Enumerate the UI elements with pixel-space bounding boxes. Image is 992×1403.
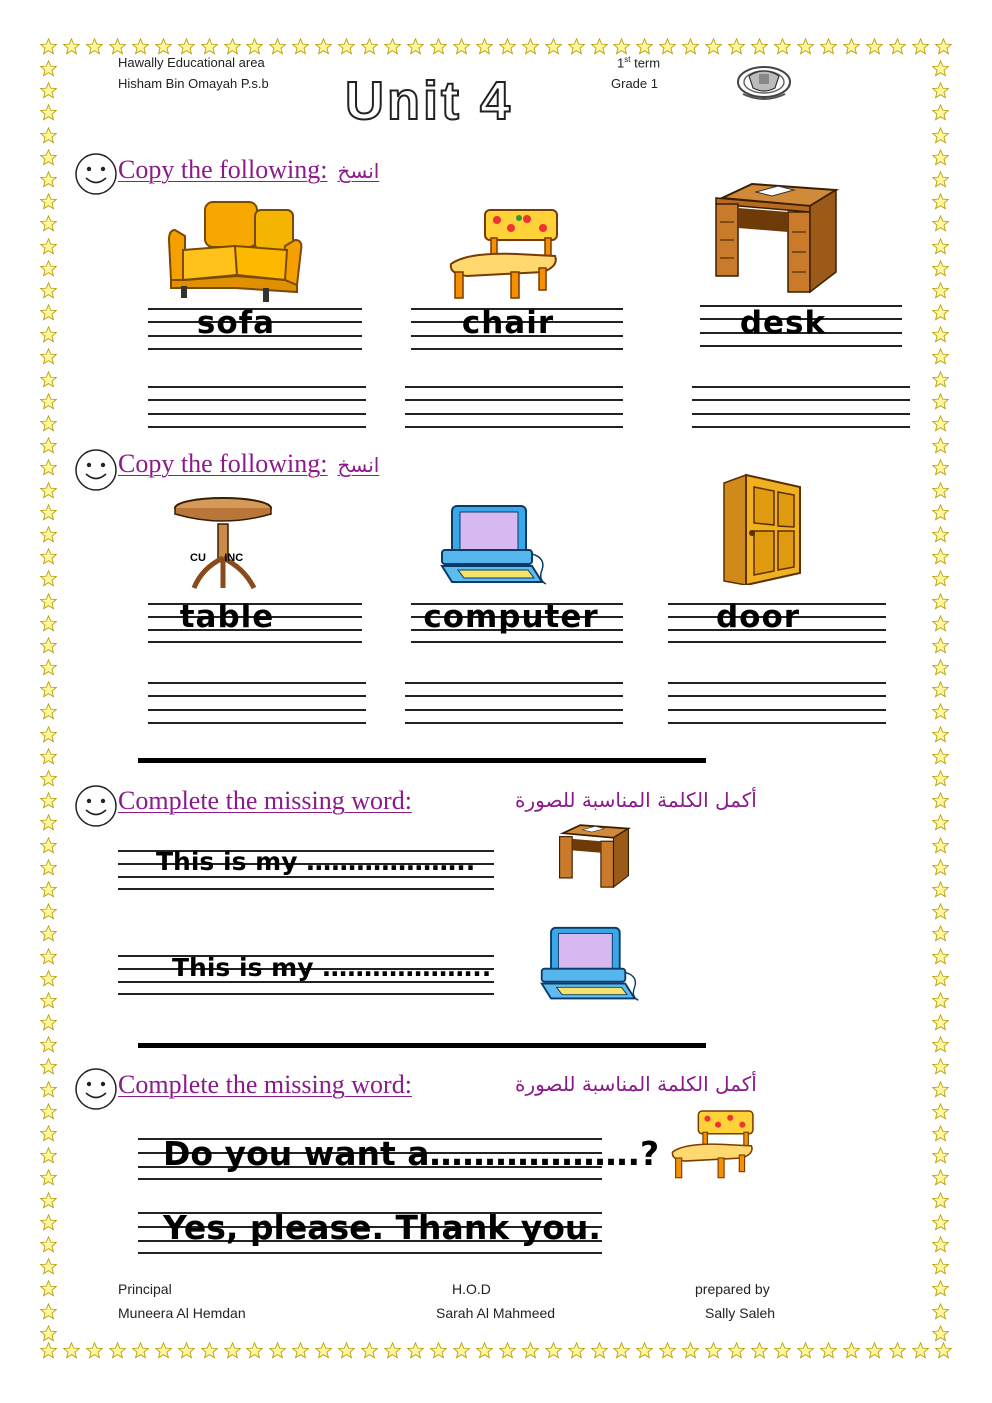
star-icon	[224, 1342, 241, 1359]
star-icon	[932, 526, 949, 543]
star-icon	[499, 38, 516, 55]
star-icon	[591, 38, 608, 55]
star-icon	[613, 38, 630, 55]
practice-lines	[405, 386, 623, 428]
star-icon	[40, 459, 57, 476]
star-icon	[932, 1325, 949, 1342]
star-icon	[40, 703, 57, 720]
star-icon	[476, 38, 493, 55]
star-icon	[545, 1342, 562, 1359]
star-icon	[453, 1342, 470, 1359]
star-icon	[269, 38, 286, 55]
star-icon	[932, 837, 949, 854]
star-icon	[109, 38, 126, 55]
star-icon	[705, 1342, 722, 1359]
star-icon	[932, 260, 949, 277]
star-icon	[932, 193, 949, 210]
star-icon	[40, 615, 57, 632]
star-icon	[843, 1342, 860, 1359]
star-icon	[932, 659, 949, 676]
star-icon	[315, 1342, 332, 1359]
star-icon	[40, 348, 57, 365]
table-icon	[172, 496, 274, 591]
star-icon	[932, 948, 949, 965]
star-icon	[728, 1342, 745, 1359]
star-icon	[40, 526, 57, 543]
star-icon	[659, 38, 676, 55]
star-icon	[820, 1342, 837, 1359]
star-icon	[866, 38, 883, 55]
star-icon	[545, 38, 562, 55]
star-icon	[932, 82, 949, 99]
star-icon	[40, 837, 57, 854]
star-icon	[292, 1342, 309, 1359]
star-icon	[932, 282, 949, 299]
star-icon	[40, 881, 57, 898]
star-icon	[932, 60, 949, 77]
star-icon	[40, 260, 57, 277]
star-icon	[774, 1342, 791, 1359]
section1-title	[118, 155, 379, 185]
section2-title	[118, 449, 379, 479]
table-picture	[172, 496, 274, 591]
star-icon	[932, 637, 949, 654]
star-icon	[935, 1342, 952, 1359]
star-icon	[476, 1342, 493, 1359]
star-icon	[932, 504, 949, 521]
star-icon	[636, 1342, 653, 1359]
star-icon	[40, 171, 57, 188]
star-icon	[201, 1342, 218, 1359]
star-icon	[246, 38, 263, 55]
star-icon	[932, 903, 949, 920]
star-icon	[751, 38, 768, 55]
star-icon	[932, 770, 949, 787]
sofa-icon	[165, 200, 305, 305]
star-icon	[613, 1342, 630, 1359]
star-icon	[932, 304, 949, 321]
star-icon	[40, 127, 57, 144]
star-icon	[568, 1342, 585, 1359]
star-icon	[705, 38, 722, 55]
star-icon	[932, 859, 949, 876]
smiley-icon	[74, 152, 118, 196]
star-icon	[932, 371, 949, 388]
word-table: table	[179, 599, 275, 635]
star-icon	[932, 326, 949, 343]
star-icon	[932, 992, 949, 1009]
star-icon	[132, 1342, 149, 1359]
star-icon	[86, 38, 103, 55]
star-icon	[932, 437, 949, 454]
star-icon	[178, 38, 195, 55]
star-icon	[40, 1236, 57, 1253]
star-icon	[932, 792, 949, 809]
star-icon	[40, 948, 57, 965]
smiley-icon	[74, 784, 118, 828]
star-icon	[40, 659, 57, 676]
star-icon	[86, 1342, 103, 1359]
term-number: 1	[617, 55, 625, 71]
star-icon	[932, 1214, 949, 1231]
star-icon	[40, 859, 57, 876]
section-divider	[138, 758, 706, 763]
star-icon	[932, 615, 949, 632]
practice-lines	[148, 386, 366, 428]
computer-icon	[535, 926, 645, 1004]
star-icon	[932, 1081, 949, 1098]
star-icon	[932, 1058, 949, 1075]
star-icon	[774, 38, 791, 55]
star-icon	[889, 1342, 906, 1359]
star-icon	[932, 215, 949, 232]
star-icon	[912, 38, 929, 55]
smiley-icon	[74, 448, 118, 492]
star-icon	[932, 393, 949, 410]
star-icon	[40, 1058, 57, 1075]
door-icon	[722, 473, 804, 585]
star-icon	[932, 104, 949, 121]
star-icon	[201, 38, 218, 55]
star-icon	[430, 38, 447, 55]
computer-icon	[438, 504, 550, 588]
star-icon	[40, 925, 57, 942]
star-icon	[932, 348, 949, 365]
star-icon	[499, 1342, 516, 1359]
table-sign-text: CU INC	[190, 552, 244, 564]
footer-prepared-label: prepared by	[695, 1281, 770, 1297]
practice-lines	[405, 682, 623, 724]
section1-arabic: انسخ	[337, 159, 380, 183]
star-icon	[40, 1125, 57, 1142]
star-icon	[40, 748, 57, 765]
footer-hod-name: Sarah Al Mahmeed	[436, 1305, 556, 1321]
star-icon	[246, 1342, 263, 1359]
star-icon	[591, 1342, 608, 1359]
star-icon	[40, 1342, 57, 1359]
star-icon	[361, 38, 378, 55]
star-icon	[40, 770, 57, 787]
star-border-left	[40, 60, 57, 1342]
star-border-bottom	[40, 1342, 952, 1359]
star-icon	[63, 38, 80, 55]
star-icon	[40, 593, 57, 610]
star-icon	[40, 1280, 57, 1297]
sentence-2: This is my ………………..	[172, 953, 492, 982]
star-icon	[40, 1303, 57, 1320]
star-icon	[315, 38, 332, 55]
section-divider	[138, 1043, 706, 1048]
section1-title-text: Copy the following:	[118, 155, 328, 184]
footer-principal-name: Muneera Al Hemdan	[118, 1305, 246, 1321]
star-icon	[63, 1342, 80, 1359]
star-icon	[522, 1342, 539, 1359]
star-icon	[932, 548, 949, 565]
header-grade: Grade 1	[611, 76, 658, 91]
star-icon	[636, 38, 653, 55]
star-icon	[932, 459, 949, 476]
star-icon	[178, 1342, 195, 1359]
section3-title: Complete the missing word:	[118, 786, 412, 815]
header-school: Hisham Bin Omayah P.s.b	[118, 76, 269, 91]
star-icon	[40, 326, 57, 343]
star-icon	[40, 82, 57, 99]
star-icon	[659, 1342, 676, 1359]
star-icon	[932, 593, 949, 610]
star-icon	[932, 171, 949, 188]
word-door: door	[715, 599, 801, 635]
star-icon	[40, 1169, 57, 1186]
term-word: term	[634, 55, 661, 71]
star-icon	[338, 1342, 355, 1359]
star-border-right	[932, 60, 949, 1342]
star-icon	[932, 726, 949, 743]
star-icon	[751, 1342, 768, 1359]
star-icon	[40, 38, 57, 55]
star-icon	[682, 1342, 699, 1359]
star-icon	[40, 1147, 57, 1164]
section3-arabic: أكمل الكلمة المناسبة للصورة	[515, 788, 757, 812]
star-icon	[932, 925, 949, 942]
star-icon	[155, 1342, 172, 1359]
star-icon	[932, 1280, 949, 1297]
star-icon	[932, 881, 949, 898]
star-icon	[932, 1036, 949, 1053]
practice-lines	[148, 682, 366, 724]
section2-title-text: Copy the following:	[118, 449, 328, 478]
star-icon	[935, 38, 952, 55]
star-icon	[40, 992, 57, 1009]
star-icon	[932, 149, 949, 166]
star-icon	[40, 1192, 57, 1209]
star-icon	[40, 1014, 57, 1031]
star-icon	[40, 1081, 57, 1098]
section2-arabic: انسخ	[337, 453, 380, 477]
star-icon	[40, 1036, 57, 1053]
star-icon	[682, 38, 699, 55]
star-icon	[40, 637, 57, 654]
star-icon	[843, 38, 860, 55]
star-icon	[932, 703, 949, 720]
star-icon	[40, 1214, 57, 1231]
practice-lines	[668, 682, 886, 724]
star-icon	[40, 415, 57, 432]
term-suffix: st	[624, 55, 631, 64]
star-icon	[269, 1342, 286, 1359]
footer-hod-label: H.O.D	[452, 1281, 491, 1297]
star-icon	[932, 1303, 949, 1320]
star-icon	[932, 127, 949, 144]
star-icon	[132, 38, 149, 55]
star-icon	[430, 1342, 447, 1359]
star-icon	[40, 60, 57, 77]
star-border-top	[40, 38, 952, 55]
star-icon	[453, 38, 470, 55]
star-icon	[155, 38, 172, 55]
word-desk: desk	[739, 305, 827, 341]
star-icon	[40, 371, 57, 388]
star-icon	[40, 814, 57, 831]
star-icon	[40, 726, 57, 743]
star-icon	[889, 38, 906, 55]
word-sofa: sofa	[196, 305, 276, 341]
practice-lines	[692, 386, 910, 428]
star-icon	[40, 1325, 57, 1342]
star-icon	[932, 1236, 949, 1253]
section4-title: Complete the missing word:	[118, 1070, 412, 1099]
star-icon	[407, 38, 424, 55]
star-icon	[40, 548, 57, 565]
footer-prepared-name: Sally Saleh	[705, 1305, 776, 1321]
chair-icon	[447, 206, 559, 301]
star-icon	[40, 282, 57, 299]
star-icon	[40, 238, 57, 255]
star-icon	[40, 970, 57, 987]
star-icon	[932, 1169, 949, 1186]
star-icon	[40, 1103, 57, 1120]
star-icon	[338, 38, 355, 55]
star-icon	[407, 1342, 424, 1359]
star-icon	[932, 1147, 949, 1164]
star-icon	[932, 1192, 949, 1209]
star-icon	[109, 1342, 126, 1359]
star-icon	[866, 1342, 883, 1359]
star-icon	[797, 1342, 814, 1359]
star-icon	[40, 681, 57, 698]
desk-icon	[552, 824, 636, 890]
star-icon	[932, 1103, 949, 1120]
star-icon	[40, 304, 57, 321]
star-icon	[292, 38, 309, 55]
star-icon	[932, 1258, 949, 1275]
star-icon	[932, 482, 949, 499]
smiley-icon	[74, 1067, 118, 1111]
star-icon	[40, 215, 57, 232]
section4-arabic: أكمل الكلمة المناسبة للصورة	[515, 1072, 757, 1096]
star-icon	[40, 104, 57, 121]
star-icon	[932, 415, 949, 432]
word-computer: computer	[423, 599, 599, 635]
sentence-4: Yes, please. Thank you.	[163, 1208, 601, 1247]
header-term	[617, 55, 660, 70]
word-chair: chair	[461, 305, 555, 341]
star-icon	[932, 681, 949, 698]
star-icon	[820, 38, 837, 55]
star-icon	[932, 238, 949, 255]
star-icon	[40, 504, 57, 521]
star-icon	[522, 38, 539, 55]
star-icon	[384, 1342, 401, 1359]
star-icon	[932, 570, 949, 587]
star-icon	[40, 570, 57, 587]
page-title: Unit 4	[345, 71, 514, 131]
sentence-3: Do you want a……………….?	[163, 1134, 660, 1173]
star-icon	[224, 38, 241, 55]
star-icon	[932, 814, 949, 831]
star-icon	[932, 1014, 949, 1031]
star-icon	[40, 792, 57, 809]
star-icon	[932, 1125, 949, 1142]
star-icon	[361, 1342, 378, 1359]
emblem-icon	[735, 64, 793, 104]
star-icon	[932, 748, 949, 765]
star-icon	[40, 903, 57, 920]
star-icon	[932, 970, 949, 987]
star-icon	[40, 437, 57, 454]
star-icon	[40, 482, 57, 499]
star-icon	[797, 38, 814, 55]
star-icon	[912, 1342, 929, 1359]
header-area: Hawally Educational area	[118, 55, 265, 70]
star-icon	[384, 38, 401, 55]
chair-icon	[667, 1108, 757, 1180]
desk-icon	[712, 182, 840, 297]
star-icon	[40, 393, 57, 410]
star-icon	[40, 1258, 57, 1275]
star-icon	[40, 193, 57, 210]
sentence-1: This is my ………………..	[156, 847, 476, 876]
star-icon	[568, 38, 585, 55]
star-icon	[728, 38, 745, 55]
footer-principal-label: Principal	[118, 1281, 172, 1297]
star-icon	[40, 149, 57, 166]
